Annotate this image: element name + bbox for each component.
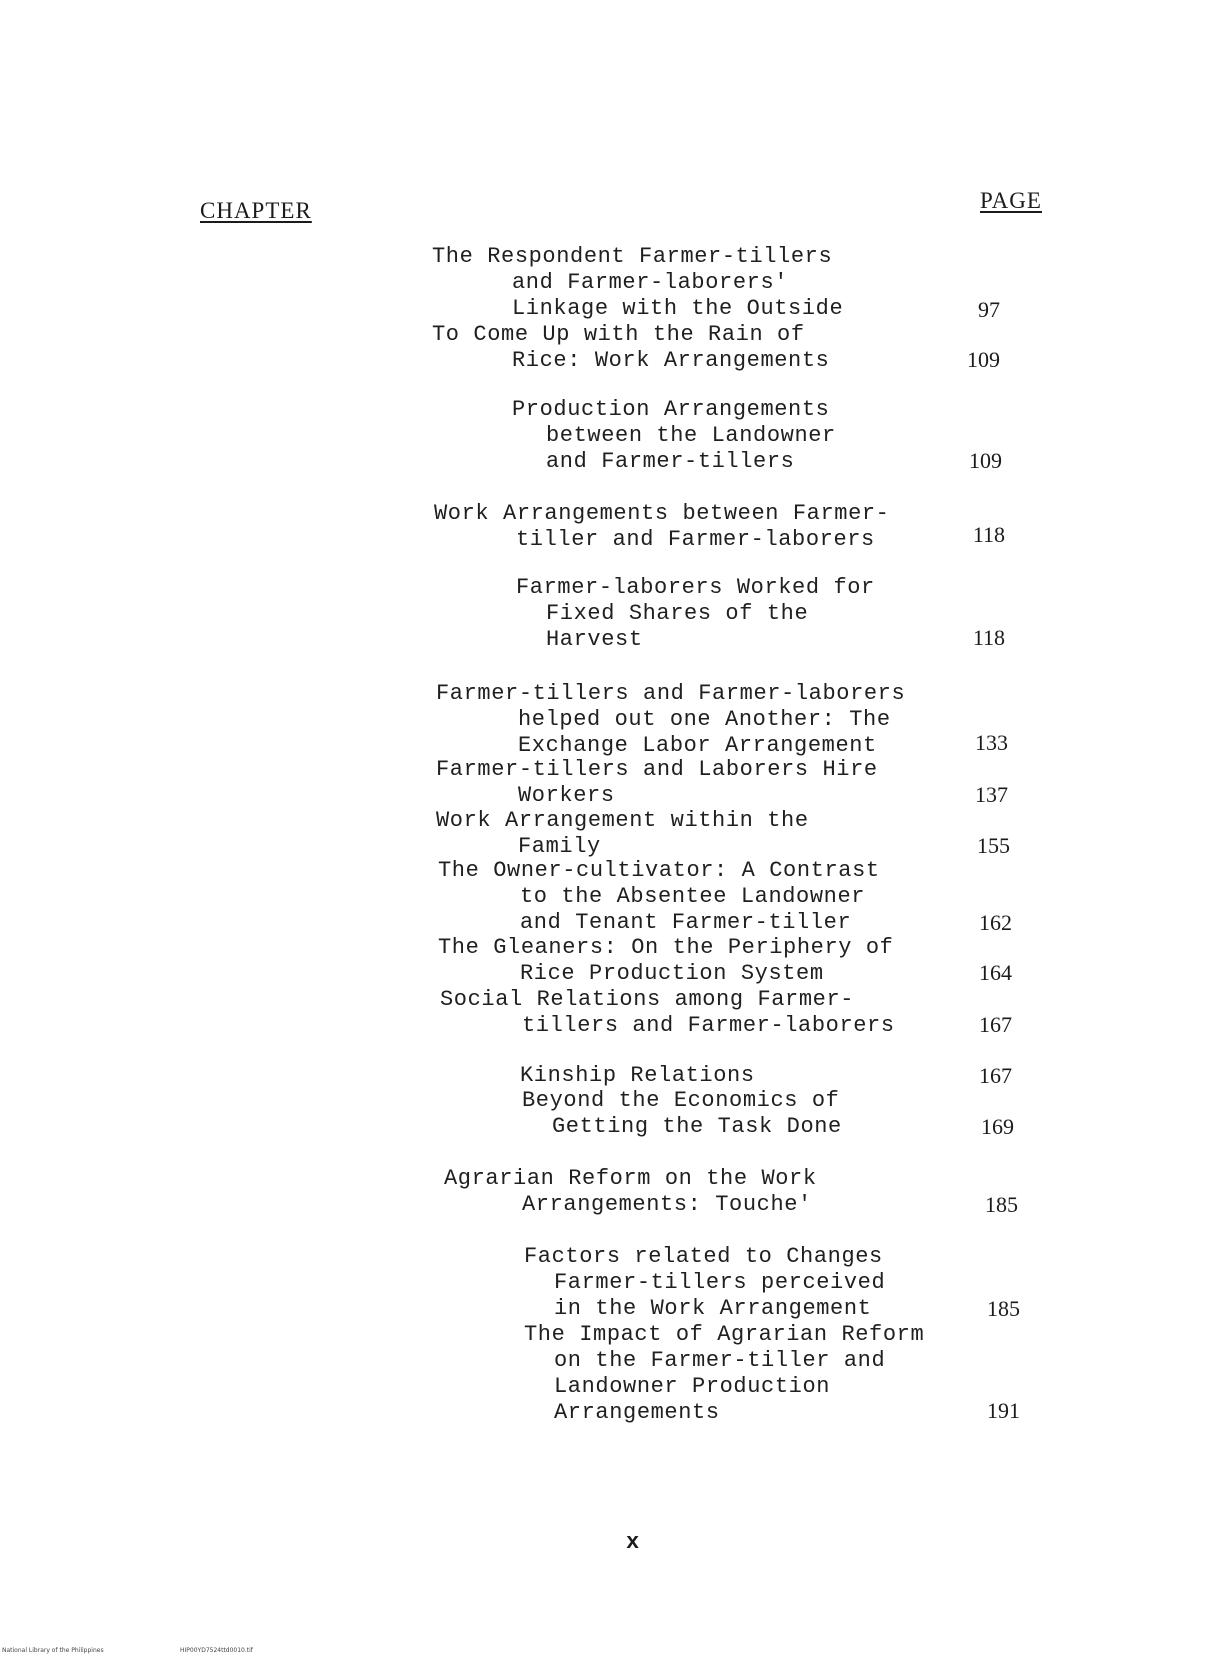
toc-entry-title-line: Farmer-laborers Worked for — [516, 575, 875, 600]
toc-entry-title-line: Exchange Labor Arrangement — [518, 733, 877, 758]
toc-entry-title-line: Farmer-tillers perceived — [554, 1270, 886, 1295]
toc-entry-title-line: and Farmer-tillers — [546, 449, 795, 474]
toc-entry-title-line: The Gleaners: On the Periphery of — [438, 935, 894, 960]
toc-entry-page-number: 118 — [972, 522, 1005, 547]
toc-entry-title-line: Rice Production System — [520, 961, 824, 986]
toc-entry-title-line: The Respondent Farmer-tillers — [432, 244, 833, 269]
toc-entry-page-number: 109 — [969, 448, 1002, 473]
toc-entry-title-line: on the Farmer-tiller and — [554, 1348, 886, 1373]
toc-entry-title-line: and Tenant Farmer-tiller — [520, 910, 852, 935]
toc-entry-title-line: helped out one Another: The — [518, 707, 891, 732]
page-column-heading: PAGE — [980, 188, 1042, 213]
toc-entry-title-line: Farmer-tillers and Farmer-laborers — [436, 681, 906, 706]
toc-entry-page-number: 185 — [985, 1192, 1018, 1217]
toc-entry-title-line: Farmer-tillers and Laborers Hire — [436, 757, 878, 782]
toc-entry-title-line: between the Landowner — [546, 423, 836, 448]
toc-entry-title-line: The Impact of Agrarian Reform — [524, 1322, 925, 1347]
toc-entry-title-line: Work Arrangements between Farmer- — [434, 501, 890, 526]
toc-entry-title-line: Getting the Task Done — [552, 1114, 842, 1139]
toc-entry-title-line: Work Arrangement within the — [436, 808, 809, 833]
toc-entry-title-line: Fixed Shares of the — [546, 601, 809, 626]
chapter-column-heading: CHAPTER — [200, 198, 312, 223]
toc-entry-page-number: 191 — [987, 1398, 1020, 1423]
toc-entry-page-number: 97 — [978, 297, 1000, 322]
page-number: x — [626, 1530, 640, 1555]
toc-entry-title-line: Arrangements: Touche' — [522, 1192, 812, 1217]
toc-entry-page-number: 155 — [977, 833, 1010, 858]
toc-entry-title-line: and Farmer-laborers' — [512, 270, 789, 295]
toc-entry-title-line: Landowner Production — [554, 1374, 831, 1399]
toc-entry-title-line: To Come Up with the Rain of — [432, 322, 805, 347]
toc-entry-title-line: tillers and Farmer-laborers — [522, 1013, 895, 1038]
toc-entry-title-line: Workers — [518, 783, 615, 808]
toc-entry-page-number: 162 — [979, 910, 1012, 935]
toc-entry-title-line: tiller and Farmer-laborers — [516, 527, 875, 552]
toc-entry-page-number: 167 — [979, 1012, 1012, 1037]
footer-file-name: HIP00YD7524ttd0010.tif — [180, 1647, 253, 1654]
toc-entry-title-line: Family — [518, 834, 601, 859]
toc-entry-page-number: 133 — [975, 730, 1008, 755]
toc-entry-title-line: Kinship Relations — [520, 1063, 755, 1088]
toc-entry-title-line: to the Absentee Landowner — [520, 884, 866, 909]
toc-entry-title-line: Beyond the Economics of — [522, 1088, 840, 1113]
toc-entry-page-number: 164 — [979, 960, 1012, 985]
toc-entry-title-line: Social Relations among Farmer- — [440, 987, 855, 1012]
toc-entry-title-line: Arrangements — [554, 1400, 720, 1425]
toc-entry-page-number: 118 — [972, 625, 1005, 650]
toc-entry-title-line: Agrarian Reform on the Work — [444, 1166, 817, 1191]
toc-entry-page-number: 137 — [975, 782, 1008, 807]
toc-entry-page-number: 109 — [967, 347, 1000, 372]
toc-entry-title-line: in the Work Arrangement — [554, 1296, 872, 1321]
toc-entry-page-number: 167 — [979, 1063, 1012, 1088]
toc-entry-title-line: Rice: Work Arrangements — [512, 348, 830, 373]
toc-entry-title-line: Production Arrangements — [512, 397, 830, 422]
toc-entry-title-line: The Owner-cultivator: A Contrast — [438, 858, 880, 883]
toc-entry-page-number: 169 — [981, 1114, 1014, 1139]
toc-entry-title-line: Factors related to Changes — [524, 1244, 883, 1269]
toc-entry-page-number: 185 — [987, 1296, 1020, 1321]
toc-entry-title-line: Linkage with the Outside — [512, 296, 844, 321]
footer-library-name: National Library of the Philippines — [2, 1647, 104, 1654]
toc-entry-title-line: Harvest — [546, 627, 643, 652]
